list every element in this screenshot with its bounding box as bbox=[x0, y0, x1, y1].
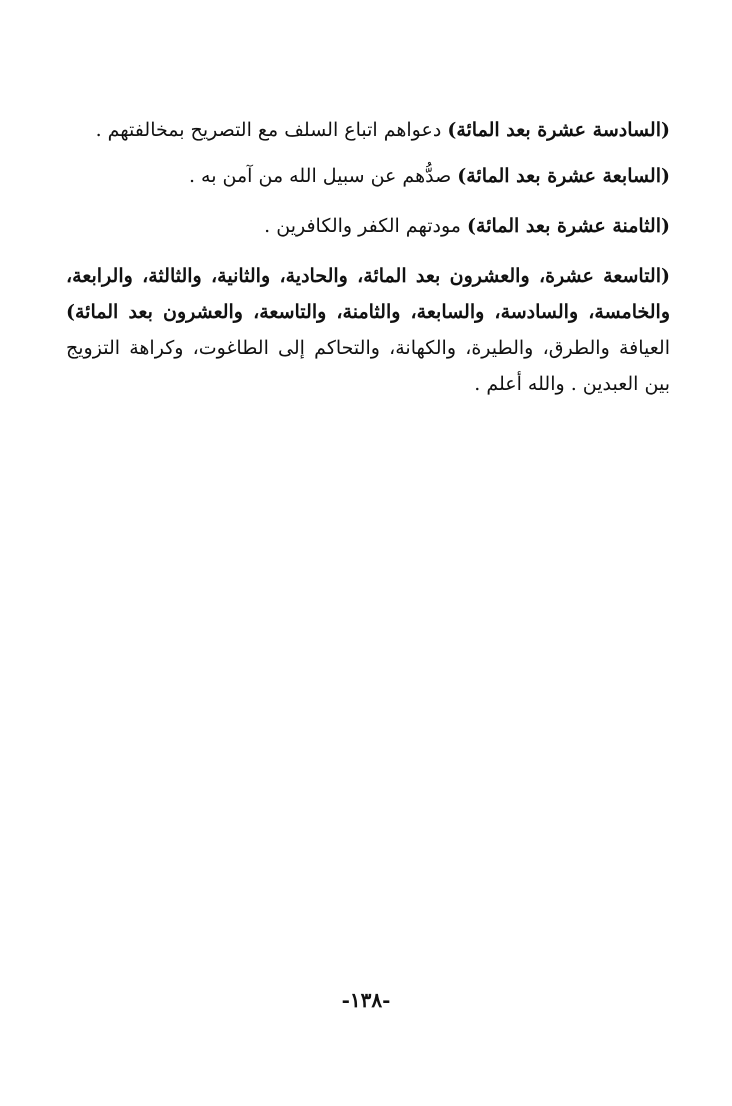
paragraph-118 bbox=[66, 208, 670, 244]
paragraph-119-130 bbox=[66, 258, 670, 402]
page-number: -١٣٨- bbox=[341, 988, 391, 1012]
text-body bbox=[66, 112, 670, 412]
paragraph-text: صدُّهم عن سبيل الله من آمن به . bbox=[188, 165, 452, 187]
paragraph-text: مودتهم الكفر والكافرين . bbox=[264, 215, 461, 237]
paragraph-text: العيافة والطرق، والطيرة، والكهانة، والتحاكم إلى الطاغوت، وكراهة التزويج بين العبدين . والله أعلم . bbox=[66, 337, 670, 395]
paragraph-117 bbox=[66, 158, 670, 194]
paragraph-116 bbox=[66, 112, 670, 148]
paragraph-heading: (السادسة عشرة بعد المائة) bbox=[447, 119, 670, 141]
paragraph-heading: (الثامنة عشرة بعد المائة) bbox=[467, 215, 670, 237]
paragraph-heading: (التاسعة عشرة، والعشرون بعد المائة، والحادية، والثانية، والثالثة، والرابعة، والخامسة، والسادسة، والسابعة، والثامنة، والتاسعة، والعشرون بعد المائة) bbox=[66, 265, 670, 323]
paragraph-text: دعواهم اتباع السلف مع التصريح بمخالفتهم . bbox=[95, 119, 442, 141]
paragraph-heading: (السابعة عشرة بعد المائة) bbox=[457, 165, 670, 187]
